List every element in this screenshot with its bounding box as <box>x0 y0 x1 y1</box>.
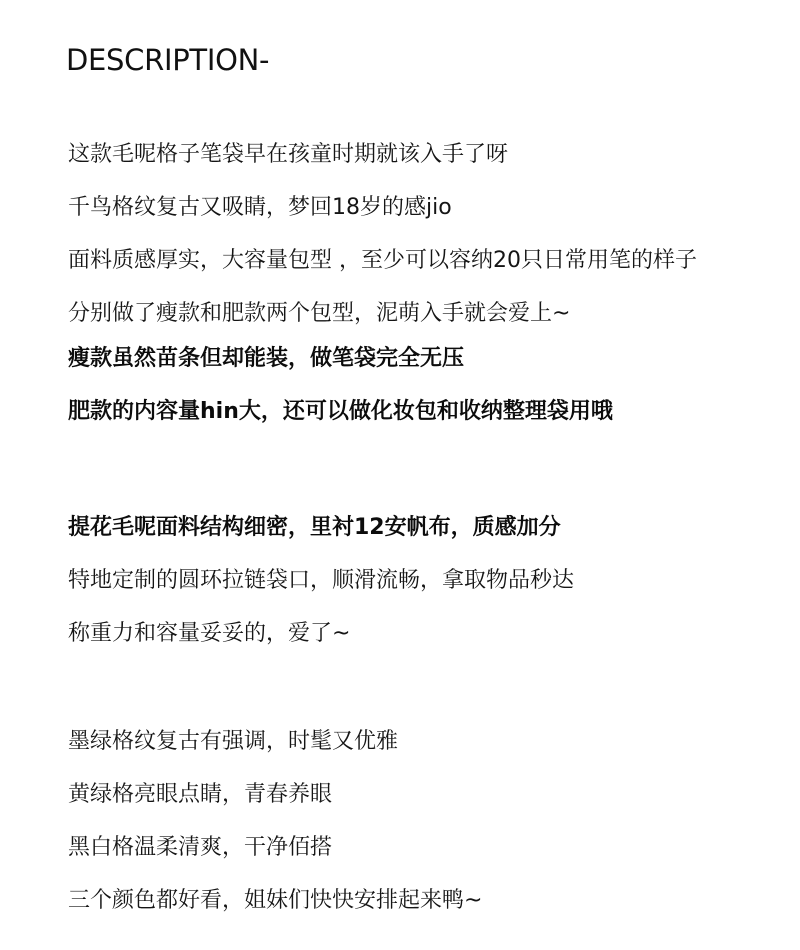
description-line: 黑白格温柔清爽，干净佰搭 <box>68 835 333 860</box>
description-heading: DESCRIPTION- <box>66 43 270 77</box>
description-line: 提花毛呢面料结构细密，里衬12安帆布，质感加分 <box>68 515 561 540</box>
description-line: 面料质感厚实，大容量包型 ，至少可以容纳20只日常用笔的样子 <box>68 248 697 273</box>
description-line: 分别做了瘦款和肥款两个包型，泥萌入手就会爱上~ <box>68 301 571 326</box>
description-line: 黄绿格亮眼点睛，青春养眼 <box>68 782 333 807</box>
description-line: 称重力和容量妥妥的，爱了~ <box>68 621 351 646</box>
description-line: 瘦款虽然苗条但却能装，做笔袋完全无压 <box>68 346 465 371</box>
description-line: 千鸟格纹复古又吸睛，梦回18岁的感jio <box>68 195 452 220</box>
description-line: 特地定制的圆环拉链袋口，顺滑流畅，拿取物品秒达 <box>68 568 575 593</box>
description-line: 这款毛呢格子笔袋早在孩童时期就该入手了呀 <box>68 142 509 167</box>
description-line: 三个颜色都好看，姐妹们快快安排起来鸭~ <box>68 888 483 913</box>
description-line: 肥款的内容量hin大，还可以做化妆包和收纳整理袋用哦 <box>68 399 613 424</box>
description-line: 墨绿格纹复古有强调，时髦又优雅 <box>68 729 399 754</box>
